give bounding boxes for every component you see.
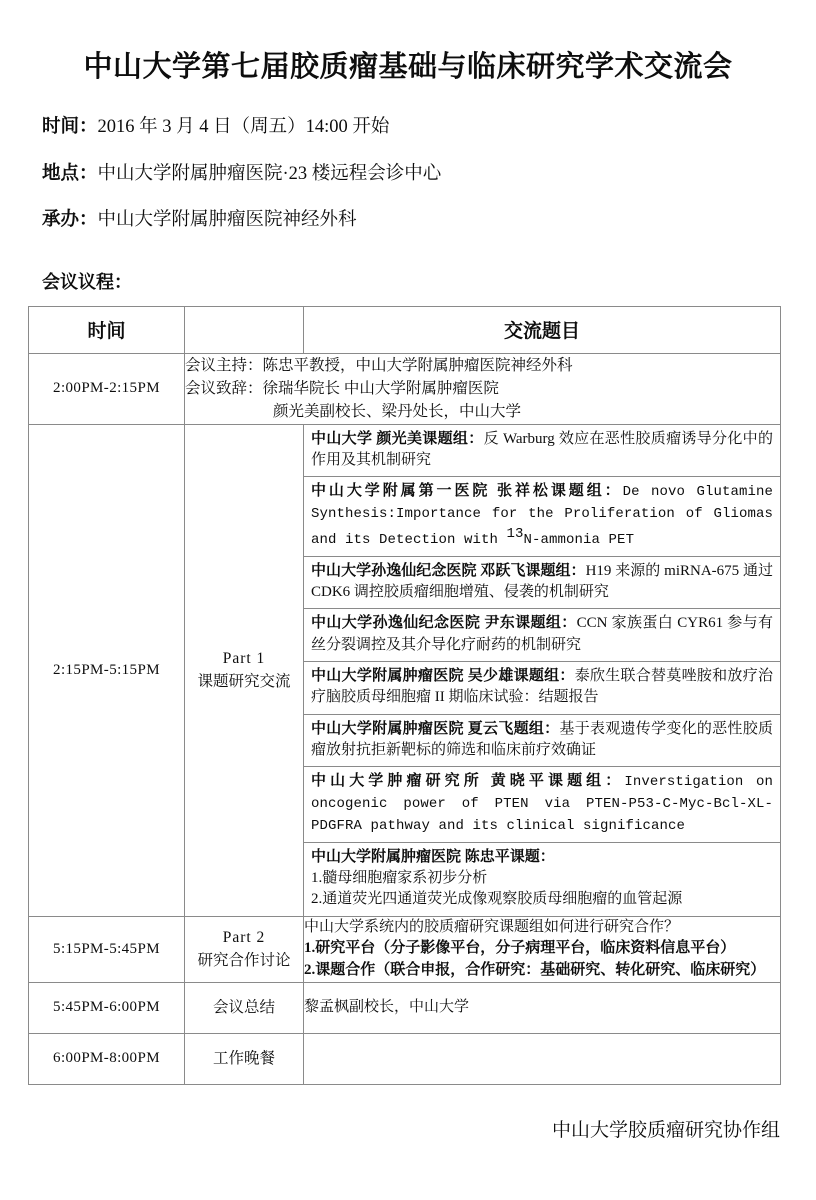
- table-row-opening: [29, 353, 781, 424]
- research-item-6-org: 中山大学附属肿瘤医院 夏云飞题组：: [311, 720, 560, 737]
- meta-value-time: 2016 年 3 月 4 日（周五）14:00 开始: [97, 117, 390, 138]
- research-item-7: [304, 767, 780, 843]
- agenda-table: [28, 306, 781, 1085]
- opening-line-speech-2: 颜光美副校长、梁丹处长，中山大学: [273, 403, 522, 421]
- document-footer: 中山大学胶质瘤研究协作组: [551, 1119, 780, 1141]
- research-item-1-org: 中山大学 颜光美课题组：: [311, 430, 484, 447]
- research-item-4-org: 中山大学孙逸仙纪念医院 尹东课题组：: [311, 615, 577, 632]
- research-item-8-sub-2: 2.通道荧光四通道荧光成像观察胶质母细胞瘤的血管起源: [311, 891, 683, 908]
- summary-topic: 黎孟枫副校长，中山大学: [304, 982, 781, 1033]
- meta-value-location: 中山大学附属肿瘤医院·23 楼远程会诊中心: [97, 163, 442, 184]
- list-item: [304, 556, 780, 609]
- part1-items-cell: [304, 424, 781, 916]
- part2-label: [185, 916, 304, 982]
- column-header-part: [185, 306, 304, 353]
- opening-content: [185, 353, 781, 424]
- research-item-4: [304, 609, 780, 662]
- dinner-topic: [304, 1033, 781, 1084]
- list-item: [304, 714, 780, 767]
- part1-items-table: [304, 425, 780, 916]
- part1-number: Part 1: [222, 649, 266, 667]
- meta-label-organizer: 承办：: [42, 209, 98, 231]
- list-item: [304, 425, 780, 477]
- column-header-topic: 交流题目: [304, 306, 781, 353]
- table-header-row: [29, 306, 781, 353]
- research-item-3: [304, 556, 780, 609]
- part1-label: [185, 424, 304, 916]
- research-item-1: [304, 425, 780, 477]
- research-item-5-body: 泰欣生联合替莫唑胺和放疗治疗脑胶质母细胞瘤 II 期临床试验：结题报告: [311, 667, 773, 706]
- meta-label-location: 地点：: [42, 162, 98, 184]
- table-row-part2: [29, 916, 781, 982]
- table-row-dinner: [29, 1033, 781, 1084]
- part2-time: 5:15PM-5:45PM: [29, 916, 185, 982]
- part2-line-question: 中山大学系统内的胶质瘤研究课题组如何进行研究合作？: [304, 918, 680, 935]
- research-item-2-body-pre: De novo Glutamine Synthesis:Importance for the Proliferation of Gliomas and its Detection with: [311, 484, 773, 548]
- page-title: 中山大学第七届胶质瘤基础与临床研究学术交流会: [83, 49, 733, 83]
- opening-line-host: 会议主持：陈忠平教授，中山大学附属肿瘤医院神经外科: [185, 356, 573, 374]
- research-item-2-org: 中山大学附属第一医院 张祥松课题组：: [311, 483, 623, 500]
- table-row-part1: [29, 424, 781, 916]
- list-item: [304, 609, 780, 662]
- research-item-8-org: 中山大学附属肿瘤医院 陈忠平课题：: [311, 848, 555, 865]
- research-item-7-body: Inverstigation on oncogenic power of PTEN via PTEN-P53-C-Myc-Bcl-XL-PDGFRA pathway and its clinical significance: [311, 774, 773, 834]
- dinner-time: 6:00PM-8:00PM: [29, 1033, 185, 1084]
- part2-content: [304, 916, 781, 982]
- research-item-2-superscript: 13: [506, 525, 524, 542]
- research-item-5-org: 中山大学附属肿瘤医院 吴少雄课题组：: [311, 667, 575, 684]
- part2-line-collaboration: 2.课题合作（联合申报，合作研究：基础研究、转化研究、临床研究）: [304, 962, 766, 979]
- meta-block: [0, 118, 816, 230]
- research-item-7-org: 中山大学肿瘤研究所 黄晓平课题组：: [311, 773, 625, 790]
- part1-name: 课题研究交流: [197, 673, 291, 691]
- meta-line-time: [42, 118, 816, 137]
- research-item-8-sub-1: 1.髓母细胞瘤家系初步分析: [311, 870, 488, 887]
- meta-value-organizer: 中山大学附属肿瘤医院神经外科: [97, 210, 357, 231]
- research-item-6: [304, 714, 780, 767]
- research-item-4-body: CCN 家族蛋白 CYR61 参与有丝分裂调控及其介导化疗耐药的机制研究: [311, 615, 773, 653]
- meta-line-organizer: [42, 211, 816, 230]
- research-item-6-body: 基于表观遗传学变化的恶性胶质瘤放射抗拒新靶标的筛选和临床前疗效确证: [311, 720, 773, 758]
- part1-time: 2:15PM-5:15PM: [29, 424, 185, 916]
- research-item-2: [304, 477, 780, 557]
- agenda-heading: 会议议程：: [42, 271, 132, 293]
- part2-name: 研究合作讨论: [197, 952, 291, 970]
- table-row-summary: [29, 982, 781, 1033]
- meta-label-time: 时间：: [42, 116, 98, 138]
- research-item-2-body-post: N-ammonia PET: [523, 531, 635, 548]
- research-item-5: [304, 661, 780, 714]
- list-item: [304, 477, 780, 557]
- column-header-time: 时间: [29, 306, 185, 353]
- research-item-1-body: 反 Warburg 效应在恶性胶质瘤诱导分化中的作用及其机制研究: [311, 430, 773, 468]
- list-item: [304, 842, 780, 915]
- dinner-label: 工作晚餐: [185, 1033, 304, 1084]
- part2-number: Part 2: [222, 928, 266, 946]
- research-item-8: [304, 842, 780, 915]
- summary-label: 会议总结: [185, 982, 304, 1033]
- research-item-3-body: H19 来源的 miRNA-675 通过 CDK6 调控胶质瘤细胞增殖、侵袭的机制研究: [311, 562, 773, 601]
- list-item: [304, 661, 780, 714]
- meta-line-location: [42, 162, 816, 184]
- summary-time: 5:45PM-6:00PM: [29, 982, 185, 1033]
- part2-line-platform: 1.研究平台（分子影像平台，分子病理平台，临床资料信息平台）: [304, 940, 736, 957]
- research-item-3-org: 中山大学孙逸仙纪念医院 邓跃飞课题组：: [311, 562, 586, 579]
- opening-line-speech-1: 会议致辞：徐瑞华院长 中山大学附属肿瘤医院: [185, 380, 499, 397]
- opening-time: 2:00PM-2:15PM: [29, 353, 185, 424]
- list-item: [304, 767, 780, 843]
